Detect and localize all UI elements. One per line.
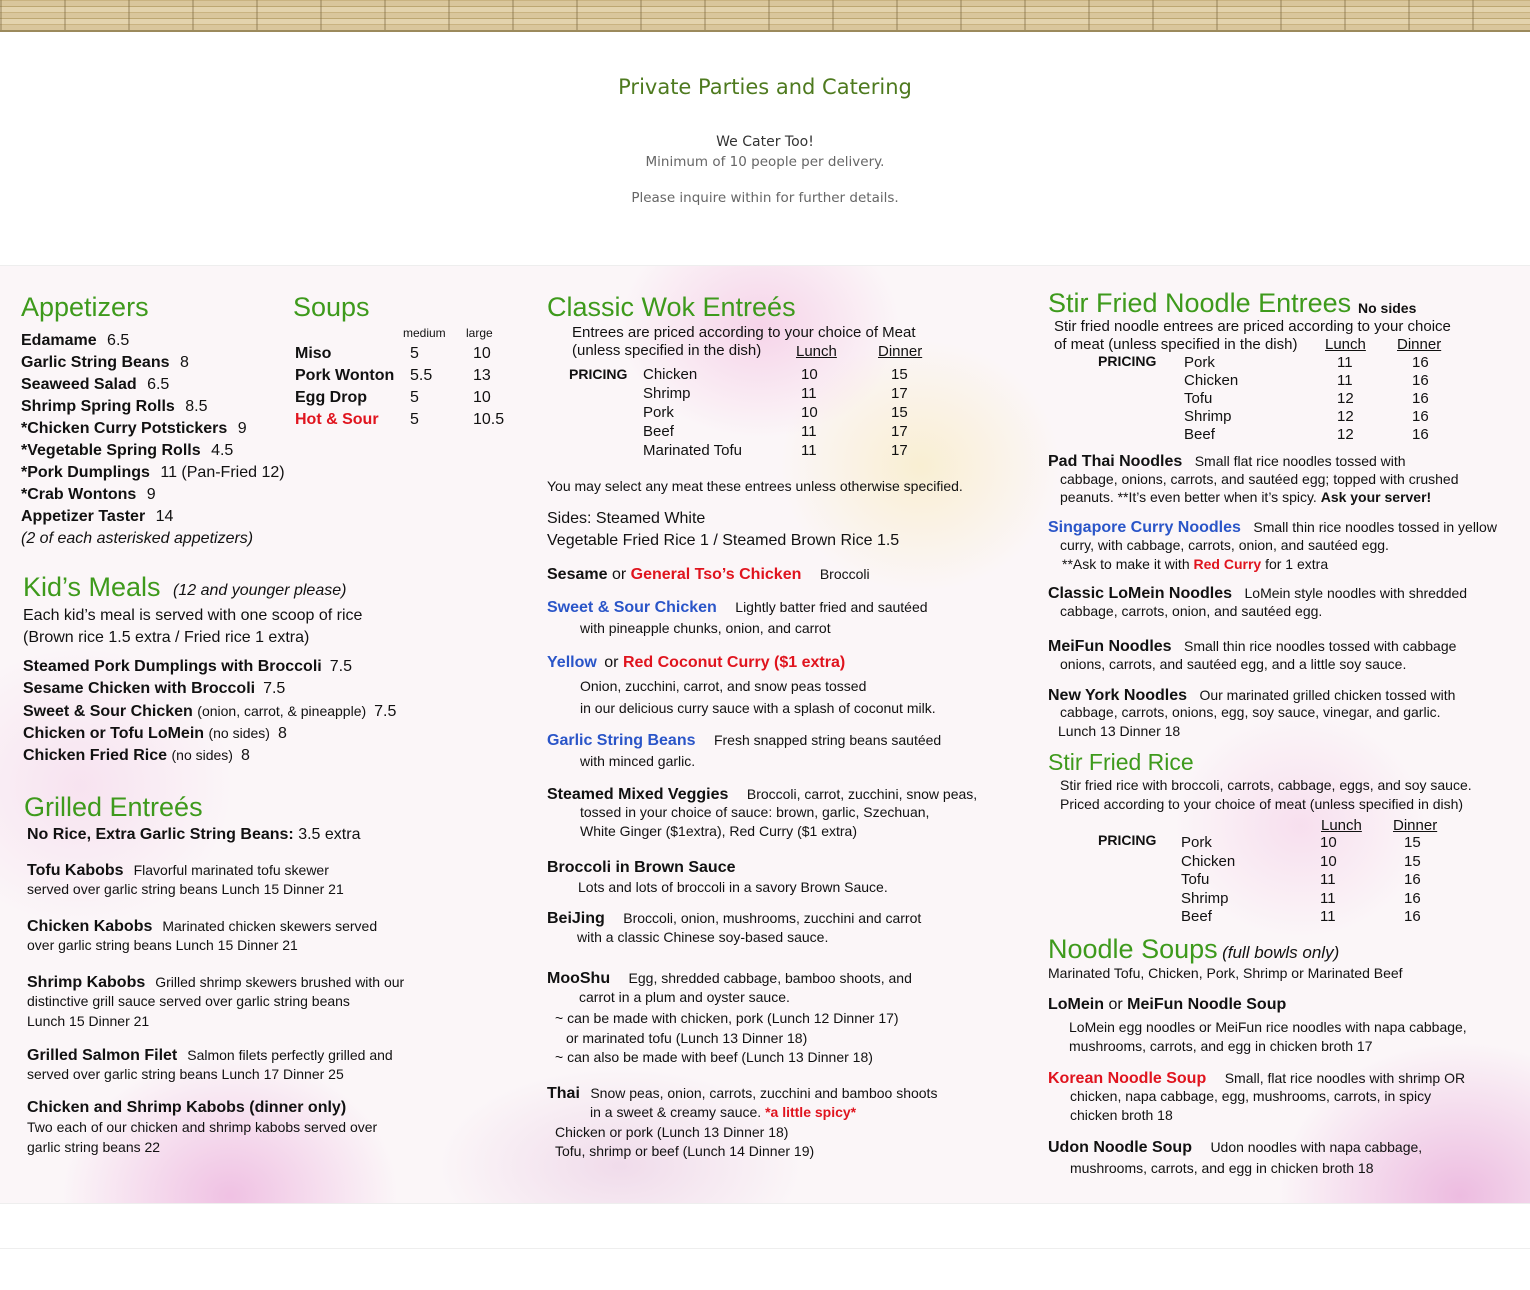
appetizer-item bbox=[21, 462, 285, 484]
dish-newyork-desc-3: Lunch 13 Dinner 18 bbox=[1058, 723, 1181, 739]
soups-col-medium: medium bbox=[403, 326, 446, 340]
noodles-intro-2: of meat (unless specified in the dish) bbox=[1054, 336, 1298, 353]
grilled-item-name: Grilled Salmon Filet bbox=[27, 1047, 178, 1064]
appetizer-name: Seaweed Salad bbox=[21, 376, 137, 393]
noodles-no-sides: No sides bbox=[1358, 300, 1417, 316]
grilled-item-desc-1: Salmon filets perfectly grilled and bbox=[187, 1047, 393, 1063]
noodles-row-meat: Tofu bbox=[1184, 390, 1213, 407]
wok-row-lunch: 11 bbox=[801, 442, 817, 459]
dish-garlic: Garlic String Beans Fresh snapped string beans sautéed bbox=[547, 732, 942, 749]
dish-curry-desc-2: in our delicious curry sauce with a splash of coconut milk. bbox=[580, 700, 936, 716]
appetizer-price: 14 bbox=[155, 508, 174, 525]
wok-col-lunch: Lunch bbox=[796, 343, 837, 360]
grilled-item-desc-1: Flavorful marinated tofu skewer bbox=[133, 862, 329, 878]
soups-col-large: large bbox=[466, 326, 493, 340]
appetizers-note: (2 of each asterisked appetizers) bbox=[21, 530, 254, 547]
rice-col-dinner: Dinner bbox=[1393, 817, 1438, 834]
kids-item-price: 7.5 bbox=[374, 703, 397, 720]
grilled-item-desc-2: distinctive grill sauce served over garlic string beans bbox=[27, 993, 350, 1009]
dish-veggies: Steamed Mixed Veggies Broccoli, carrot, zucchini, snow peas, bbox=[547, 786, 978, 803]
wok-row-dinner: 17 bbox=[891, 385, 908, 402]
dish-thai-desc-2: in a sweet & creamy sauce. *a little spicy* bbox=[590, 1104, 857, 1120]
dish-meifun: MeiFun Noodles Small thin rice noodles tossed with cabbage bbox=[1048, 638, 1457, 655]
wok-intro-1: Entrees are priced according to your choice of Meat bbox=[572, 324, 916, 341]
dish-newyork: New York Noodles Our marinated grilled chicken tossed with bbox=[1048, 687, 1456, 704]
appetizer-item bbox=[21, 484, 156, 506]
grilled-item-desc-1: Marinated chicken skewers served bbox=[162, 918, 378, 934]
noodles-col-dinner: Dinner bbox=[1397, 336, 1442, 353]
kids-item bbox=[23, 678, 285, 700]
grilled-item-desc-1: Grilled shrimp skewers brushed with our bbox=[155, 974, 405, 990]
dish-padthai-desc-2: cabbage, onions, carrots, and sautéed egg; topped with crushed bbox=[1060, 471, 1459, 487]
kids-item bbox=[23, 656, 352, 678]
dish-garlic-desc: with minced garlic. bbox=[580, 753, 696, 769]
kids-item-name: Chicken Fried Rice bbox=[23, 747, 168, 764]
dish-veggies-desc-2: tossed in your choice of sauce: brown, garlic, Szechuan, bbox=[580, 804, 930, 820]
noodles-title: Stir Fried Noodle Entrees bbox=[1048, 288, 1352, 318]
noodles-row-meat: Shrimp bbox=[1184, 408, 1232, 425]
wok-row-meat: Pork bbox=[643, 404, 674, 421]
soup-name: Egg Drop bbox=[295, 389, 367, 406]
soup-medium-price: 5 bbox=[410, 345, 419, 362]
kids-item-name: Sweet & Sour Chicken bbox=[23, 703, 193, 720]
menu-image bbox=[0, 265, 1530, 1204]
kids-item bbox=[23, 700, 396, 723]
grilled-item-desc-2: served over garlic string beans Lunch 17 Dinner 25 bbox=[27, 1066, 344, 1082]
appetizer-item bbox=[21, 506, 173, 528]
appetizer-name: Shrimp Spring Rolls bbox=[21, 398, 175, 415]
kids-item-name: Sesame Chicken with Broccoli bbox=[23, 680, 256, 697]
noodles-row-meat: Beef bbox=[1184, 426, 1215, 443]
grilled-item-name: Shrimp Kabobs bbox=[27, 974, 146, 991]
noodles-row-lunch: 11 bbox=[1337, 354, 1353, 371]
noodles-row-lunch: 12 bbox=[1337, 390, 1354, 407]
rice-row-dinner: 15 bbox=[1404, 834, 1421, 851]
soup-large-price: 10 bbox=[473, 345, 491, 362]
appetizer-price: 8 bbox=[179, 354, 189, 371]
grilled-item-name: Tofu Kabobs bbox=[27, 862, 124, 879]
noodle-soups-intro: Marinated Tofu, Chicken, Pork, Shrimp or Marinated Beef bbox=[1048, 965, 1403, 981]
kids-note-2: (Brown rice 1.5 extra / Fried rice 1 extra) bbox=[23, 629, 310, 646]
appetizer-name: *Pork Dumplings bbox=[21, 464, 150, 481]
appetizer-price: 11 (Pan-Fried 12) bbox=[160, 464, 285, 481]
noodles-row-lunch: 12 bbox=[1337, 426, 1354, 443]
appetizer-price: 6.5 bbox=[147, 376, 170, 393]
dish-curry: Yellow or Red Coconut Curry ($1 extra) bbox=[547, 654, 846, 671]
soup-udon-desc-2: mushrooms, carrots, and egg in chicken broth 18 bbox=[1070, 1160, 1374, 1176]
wok-row-meat: Marinated Tofu bbox=[643, 442, 742, 459]
soup-large-price: 10.5 bbox=[473, 411, 505, 428]
dish-singapore: Singapore Curry Noodles Small thin rice noodles tossed in yellow bbox=[1048, 519, 1497, 536]
grilled-title: Grilled Entreés bbox=[24, 792, 203, 822]
rice-intro-2: Priced according to your choice of meat (unless specified in dish) bbox=[1060, 796, 1464, 812]
rice-row-meat: Chicken bbox=[1181, 852, 1236, 870]
catering-section bbox=[0, 30, 1530, 266]
rice-row-lunch: 10 bbox=[1320, 834, 1337, 851]
wok-row-lunch: 11 bbox=[801, 385, 817, 402]
appetizer-name: *Vegetable Spring Rolls bbox=[21, 442, 201, 459]
soup-korean: Korean Noodle Soup Small, flat rice noodles with shrimp OR bbox=[1048, 1070, 1466, 1087]
wok-row-lunch: 10 bbox=[801, 404, 818, 421]
kids-item-extra: (no sides) bbox=[171, 747, 233, 763]
dish-sweet-sour: Sweet & Sour Chicken Lightly batter fried and sautéed bbox=[547, 599, 928, 616]
kids-note-1: Each kid’s meal is served with one scoop of rice bbox=[23, 607, 363, 624]
grilled-item-desc-3: garlic string beans 22 bbox=[27, 1139, 161, 1155]
wok-col-dinner: Dinner bbox=[878, 343, 923, 360]
soup-medium-price: 5 bbox=[410, 411, 419, 428]
soup-large-price: 13 bbox=[473, 367, 491, 384]
wok-row-dinner: 17 bbox=[891, 423, 908, 440]
dish-newyork-desc-2: cabbage, carrots, onions, egg, soy sauce, vinegar, and garlic. bbox=[1060, 704, 1441, 720]
noodles-row-lunch: 11 bbox=[1337, 372, 1353, 389]
dish-broccoli: Broccoli in Brown Sauce bbox=[547, 859, 736, 876]
dish-mooshu: MooShu Egg, shredded cabbage, bamboo shoots, and bbox=[547, 970, 912, 987]
wok-row-dinner: 15 bbox=[891, 404, 908, 421]
grilled-item bbox=[27, 915, 377, 938]
dish-thai: Thai Snow peas, onion, carrots, zucchini and bamboo shoots bbox=[547, 1085, 938, 1102]
soup-large-price: 10 bbox=[473, 389, 491, 406]
dish-padthai-desc-3: peanuts. **It’s even better when it’s spicy. Ask your server! bbox=[1060, 489, 1432, 505]
soup-medium-price: 5 bbox=[410, 389, 419, 406]
kids-item-name: Chicken or Tofu LoMein bbox=[23, 725, 205, 742]
kids-item bbox=[23, 722, 287, 745]
wok-row-meat: Chicken bbox=[643, 366, 698, 383]
kids-item-price: 7.5 bbox=[263, 680, 286, 697]
rice-row-lunch: 11 bbox=[1320, 871, 1336, 888]
rice-pricing-label: PRICING bbox=[1098, 832, 1157, 848]
rice-row-lunch: 11 bbox=[1320, 908, 1336, 925]
kids-item bbox=[23, 744, 250, 767]
appetizer-price: 4.5 bbox=[211, 442, 234, 459]
dish-mooshu-desc-3: ~ can be made with chicken, pork (Lunch 12 Dinner 17) bbox=[555, 1010, 899, 1026]
dish-sesame: Sesame or General Tso’s Chicken Broccoli bbox=[547, 566, 870, 583]
dish-sweet-sour-desc: with pineapple chunks, onion, and carrot bbox=[580, 620, 831, 636]
grilled-item bbox=[27, 1097, 346, 1119]
soup-lomein-desc-2: mushrooms, carrots, and egg in chicken broth 17 bbox=[1069, 1038, 1373, 1054]
wok-title: Classic Wok Entreés bbox=[547, 292, 796, 322]
noodles-row-dinner: 16 bbox=[1412, 354, 1429, 371]
appetizer-item bbox=[21, 396, 208, 418]
noodles-col-lunch: Lunch bbox=[1325, 336, 1366, 353]
dish-singapore-desc-2: curry, with cabbage, carrots, onion, and sautéed egg. bbox=[1060, 537, 1389, 553]
wok-row-meat: Shrimp bbox=[643, 385, 691, 402]
wok-sides-2: Vegetable Fried Rice 1 / Steamed Brown Rice 1.5 bbox=[547, 532, 900, 549]
dish-broccoli-desc: Lots and lots of broccoli in a savory Brown Sauce. bbox=[578, 879, 888, 895]
wok-pricing-label: PRICING bbox=[569, 366, 628, 382]
soup-name: Pork Wonton bbox=[295, 367, 395, 384]
soup-korean-desc-2: chicken, napa cabbage, egg, mushrooms, carrots, in spicy bbox=[1070, 1088, 1432, 1104]
kids-item-price: 8 bbox=[277, 725, 287, 742]
appetizer-price: 9 bbox=[237, 420, 247, 437]
noodles-pricing-label: PRICING bbox=[1098, 353, 1157, 369]
grilled-item-desc-3: Lunch 15 Dinner 21 bbox=[27, 1013, 150, 1029]
dish-thai-desc-3: Chicken or pork (Lunch 13 Dinner 18) bbox=[555, 1124, 789, 1140]
kids-item-name: Steamed Pork Dumplings with Broccoli bbox=[23, 658, 322, 675]
grilled-note-label: No Rice, Extra Garlic String Beans: bbox=[27, 826, 294, 843]
appetizer-item bbox=[21, 330, 129, 352]
kids-item-price: 7.5 bbox=[329, 658, 352, 675]
wok-row-lunch: 10 bbox=[801, 366, 818, 383]
dish-mooshu-desc-5: ~ can also be made with beef (Lunch 13 Dinner 18) bbox=[555, 1049, 873, 1065]
noodles-intro-1: Stir fried noodle entrees are priced according to your choice bbox=[1054, 318, 1451, 335]
kids-item-price: 8 bbox=[240, 747, 250, 764]
grilled-item bbox=[27, 971, 404, 994]
dish-lomein-desc: cabbage, carrots, onion, and sautéed egg. bbox=[1060, 603, 1323, 619]
soups-title: Soups bbox=[293, 292, 370, 322]
grilled-item-desc-2: over garlic string beans Lunch 15 Dinner 21 bbox=[27, 937, 298, 953]
kids-title: Kid’s Meals bbox=[23, 572, 161, 602]
grilled-item bbox=[27, 1044, 393, 1067]
soup-korean-desc-3: chicken broth 18 bbox=[1070, 1107, 1173, 1123]
soup-lomein-desc-1: LoMein egg noodles or MeiFun rice noodles with napa cabbage, bbox=[1069, 1019, 1467, 1035]
appetizer-item bbox=[21, 374, 169, 396]
rice-title: Stir Fried Rice bbox=[1048, 749, 1194, 775]
dish-beijing-desc: with a classic Chinese soy-based sauce. bbox=[577, 929, 829, 945]
appetizer-name: *Chicken Curry Potstickers bbox=[21, 420, 228, 437]
appetizer-item bbox=[21, 352, 189, 374]
dish-padthai: Pad Thai Noodles Small flat rice noodles tossed with bbox=[1048, 453, 1406, 470]
wok-intro-2: (unless specified in the dish) bbox=[572, 342, 762, 359]
dish-mooshu-desc-2: carrot in a plum and oyster sauce. bbox=[579, 989, 790, 1005]
noodles-row-meat: Pork bbox=[1184, 354, 1215, 371]
appetizer-price: 8.5 bbox=[185, 398, 208, 415]
rice-row-meat: Shrimp bbox=[1181, 889, 1229, 907]
noodles-row-meat: Chicken bbox=[1184, 372, 1239, 389]
appetizer-item bbox=[21, 440, 233, 462]
soup-name: Miso bbox=[295, 345, 332, 362]
rice-row-lunch: 10 bbox=[1320, 852, 1337, 870]
noodles-row-dinner: 16 bbox=[1412, 372, 1429, 389]
appetizer-price: 6.5 bbox=[107, 332, 130, 349]
noodles-row-lunch: 12 bbox=[1337, 408, 1354, 425]
rice-row-meat: Pork bbox=[1181, 834, 1212, 851]
catering-line-2: Minimum of 10 people per delivery. bbox=[645, 154, 885, 170]
dish-veggies-desc-3: White Ginger ($1extra), Red Curry ($1 extra) bbox=[580, 823, 857, 839]
kids-item-extra: (onion, carrot, & pineapple) bbox=[197, 703, 367, 719]
bamboo-banner bbox=[0, 0, 1530, 32]
soup-medium-price: 5.5 bbox=[410, 367, 433, 384]
soup-name: Hot & Sour bbox=[295, 411, 379, 428]
kids-item-extra: (no sides) bbox=[208, 725, 270, 741]
grilled-item bbox=[27, 859, 329, 882]
wok-row-meat: Beef bbox=[643, 423, 674, 440]
rice-row-dinner: 16 bbox=[1404, 889, 1421, 907]
dish-thai-desc-4: Tofu, shrimp or beef (Lunch 14 Dinner 19) bbox=[555, 1143, 815, 1159]
footer-divider bbox=[0, 1248, 1530, 1249]
wok-row-dinner: 17 bbox=[891, 442, 908, 459]
appetizer-name: Edamame bbox=[21, 332, 97, 349]
rice-row-dinner: 15 bbox=[1404, 852, 1421, 870]
dish-mooshu-desc-4: or marinated tofu (Lunch 13 Dinner 18) bbox=[566, 1030, 808, 1046]
grilled-note-price: 3.5 extra bbox=[298, 826, 361, 843]
wok-row-dinner: 15 bbox=[891, 366, 908, 383]
noodle-soups-heading: Noodle Soups (full bowls only) bbox=[1048, 934, 1340, 964]
catering-line-1: We Cater Too! bbox=[716, 134, 814, 150]
soup-udon: Udon Noodle Soup Udon noodles with napa cabbage, bbox=[1048, 1139, 1423, 1156]
rice-row-lunch: 11 bbox=[1320, 889, 1336, 907]
rice-col-lunch: Lunch bbox=[1321, 817, 1362, 834]
grilled-item-desc-2: served over garlic string beans Lunch 15 Dinner 21 bbox=[27, 881, 344, 897]
rice-intro-1: Stir fried rice with broccoli, carrots, cabbage, eggs, and soy sauce. bbox=[1060, 777, 1472, 793]
appetizer-name: Garlic String Beans bbox=[21, 354, 170, 371]
rice-row-meat: Beef bbox=[1181, 908, 1212, 925]
appetizer-name: Appetizer Taster bbox=[21, 508, 146, 525]
rice-row-meat: Tofu bbox=[1181, 871, 1210, 888]
rice-row-dinner: 16 bbox=[1404, 908, 1421, 925]
kids-subtitle: (12 and younger please) bbox=[173, 582, 347, 599]
grilled-item-name: Chicken Kabobs bbox=[27, 918, 153, 935]
grilled-item-desc-2: Two each of our chicken and shrimp kabobs served over bbox=[27, 1119, 378, 1135]
dish-singapore-desc-3: **Ask to make it with Red Curry for 1 extra bbox=[1062, 556, 1329, 572]
catering-line-3: Please inquire within for further details. bbox=[631, 190, 899, 206]
noodles-row-dinner: 16 bbox=[1412, 408, 1429, 425]
noodles-row-dinner: 16 bbox=[1412, 390, 1429, 407]
wok-select-note: You may select any meat these entrees unless otherwise specified. bbox=[547, 478, 963, 494]
grilled-item-name: Chicken and Shrimp Kabobs (dinner only) bbox=[27, 1099, 347, 1116]
rice-row-dinner: 16 bbox=[1404, 871, 1421, 888]
appetizer-item bbox=[21, 418, 247, 440]
wok-sides-1: Sides: Steamed White bbox=[547, 510, 706, 527]
appetizer-price: 9 bbox=[146, 486, 156, 503]
noodles-row-dinner: 16 bbox=[1412, 426, 1429, 443]
page-title: Private Parties and Catering bbox=[618, 75, 912, 99]
soup-lomein: LoMein or MeiFun Noodle Soup bbox=[1048, 996, 1287, 1013]
dish-meifun-desc: onions, carrots, and sautéed egg, and a little soy sauce. bbox=[1060, 656, 1407, 672]
dish-curry-desc-1: Onion, zucchini, carrot, and snow peas tossed bbox=[580, 678, 867, 694]
appetizer-name: *Crab Wontons bbox=[21, 486, 137, 503]
wok-row-lunch: 11 bbox=[801, 423, 817, 440]
appetizers-title: Appetizers bbox=[21, 292, 149, 322]
dish-lomein: Classic LoMein Noodles LoMein style noodles with shredded bbox=[1048, 585, 1468, 602]
dish-beijing: BeiJing Broccoli, onion, mushrooms, zucchini and carrot bbox=[547, 910, 922, 927]
